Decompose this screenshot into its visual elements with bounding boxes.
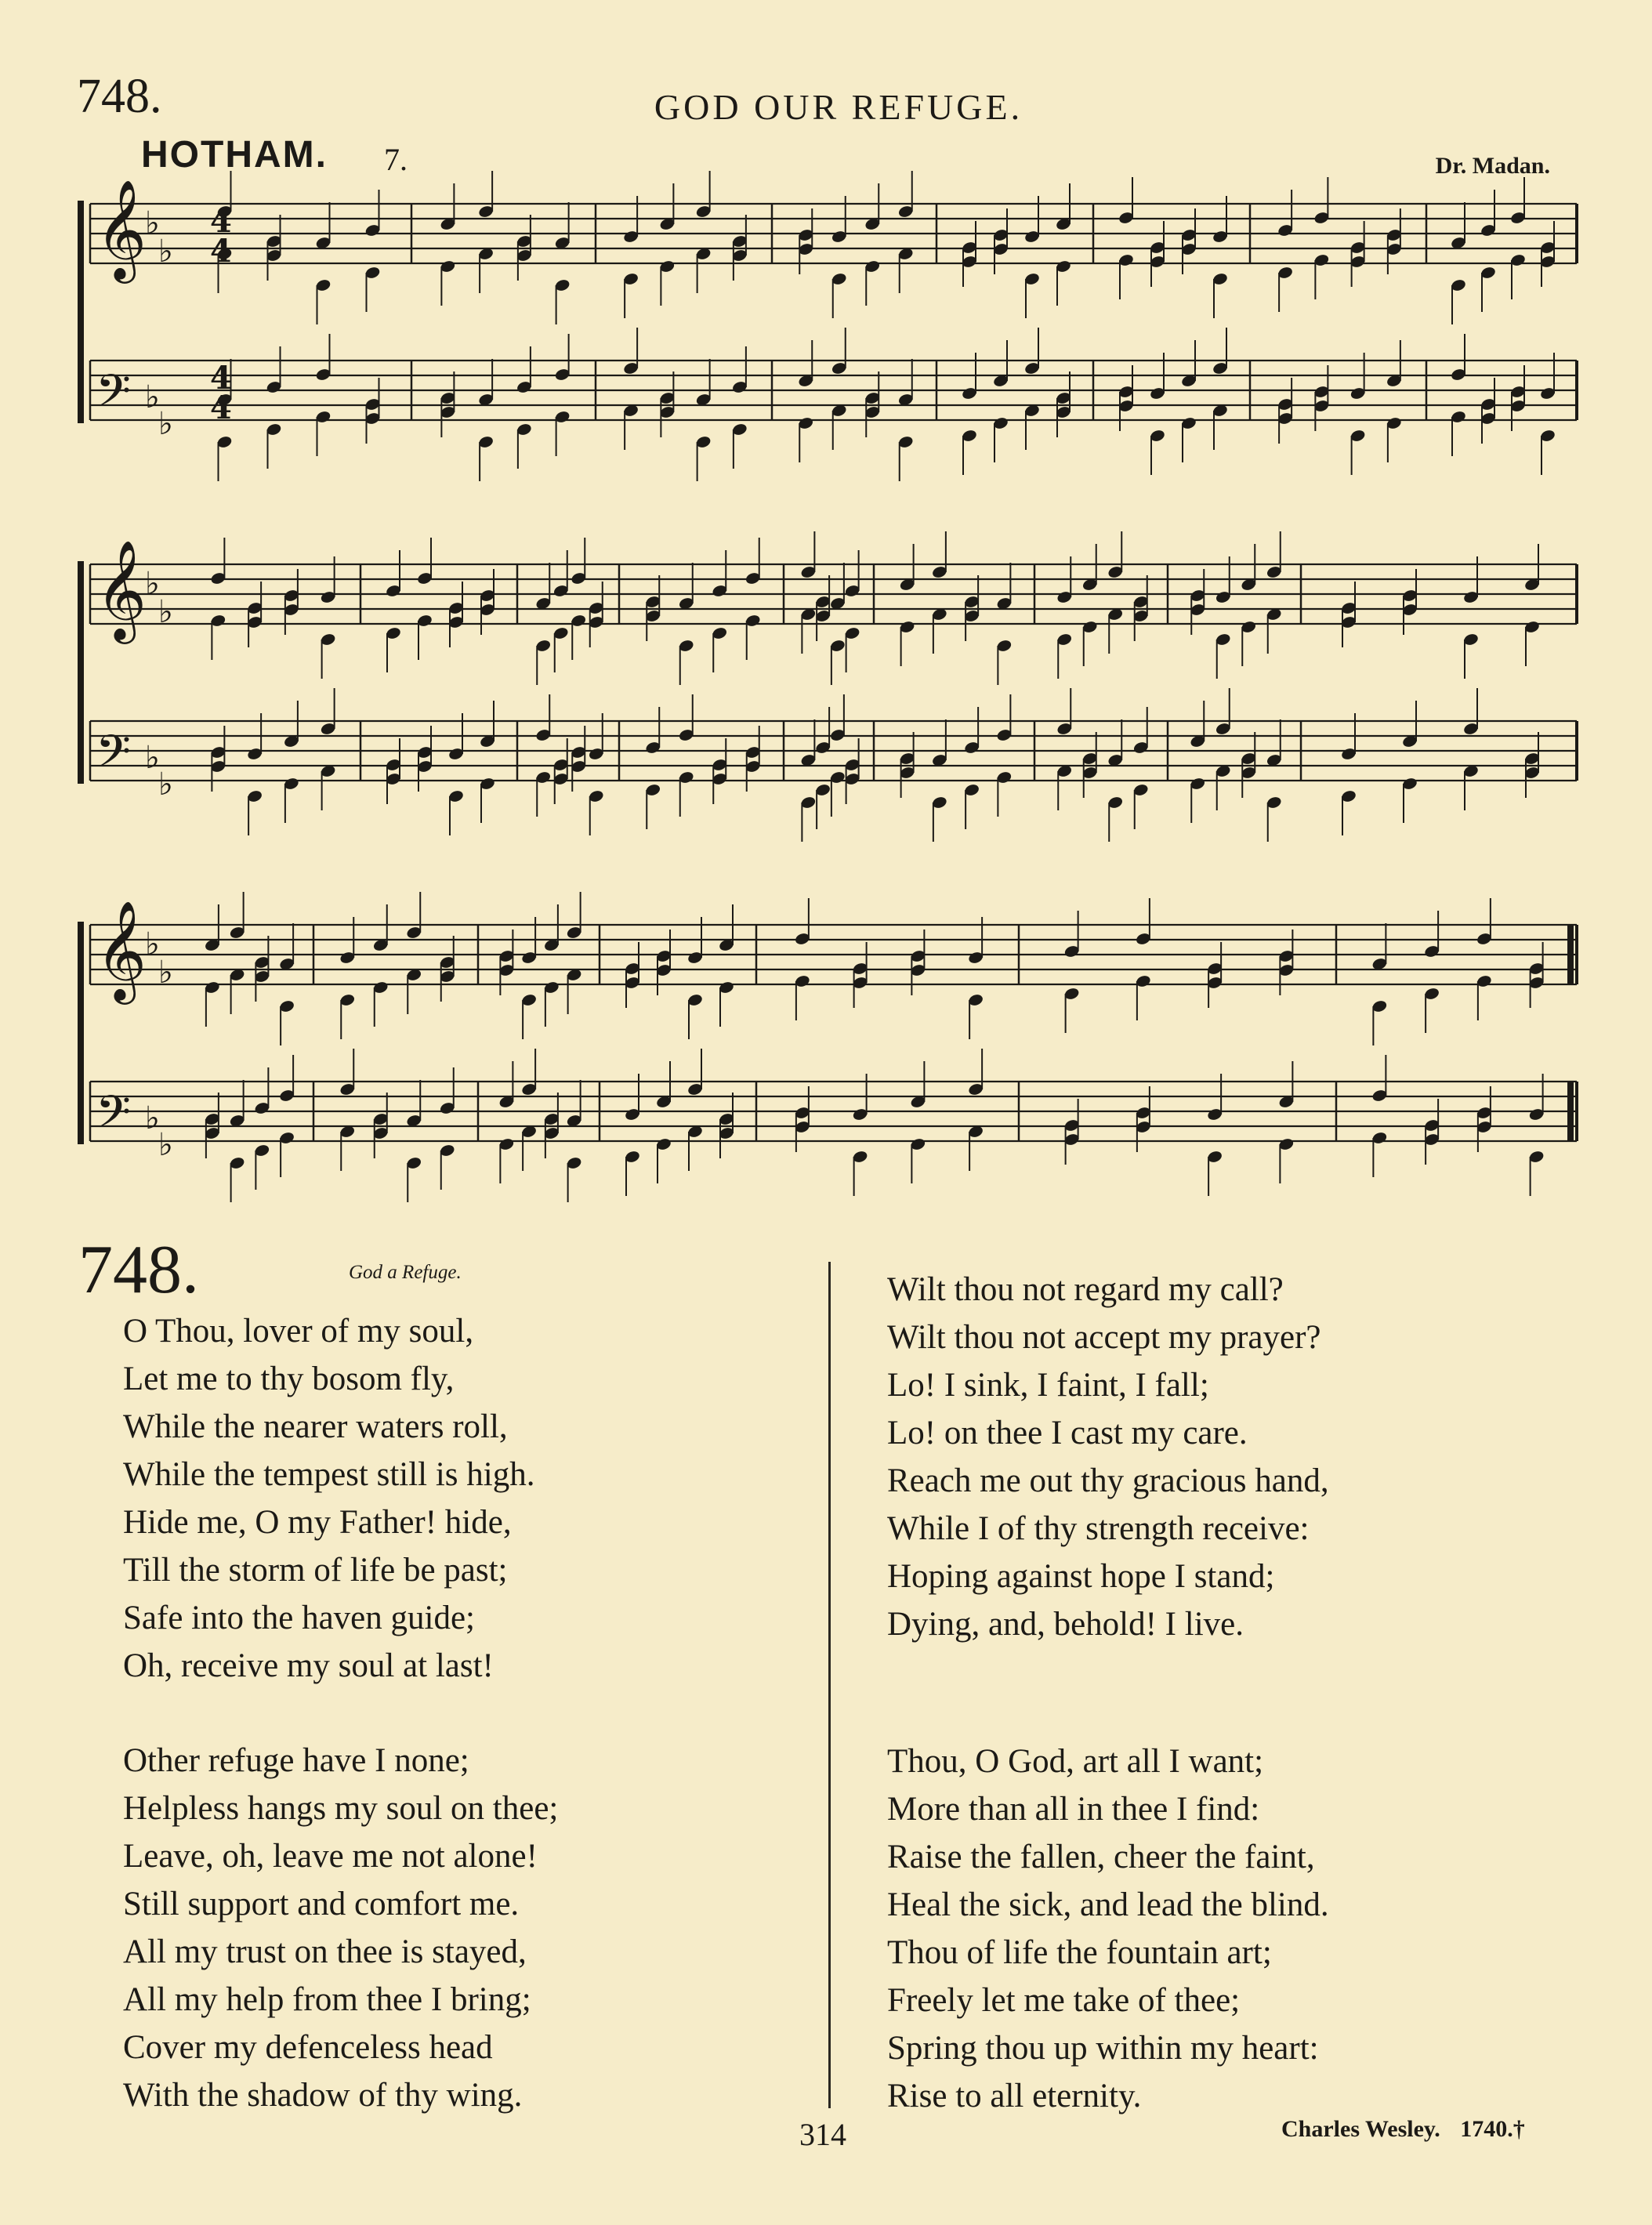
verse-line: Hide me, O my Father! hide, bbox=[123, 1504, 512, 1541]
verse-line: Thou of life the fountain art; bbox=[887, 1934, 1272, 1971]
verse-line: Lo! I sink, I faint, I fall; bbox=[887, 1367, 1209, 1404]
verse-line: Reach me out thy gracious hand, bbox=[887, 1462, 1329, 1499]
flat-sign: ♭ bbox=[145, 1100, 160, 1136]
verse-line: Wilt thou not accept my prayer? bbox=[887, 1319, 1321, 1356]
flat-sign: ♭ bbox=[158, 234, 173, 270]
verse-line: Leave, oh, leave me not alone! bbox=[123, 1838, 538, 1875]
verse-line: Rise to all eternity. bbox=[887, 2078, 1142, 2114]
right-column bbox=[887, 1266, 1577, 2120]
verse-line: Till the storm of life be past; bbox=[123, 1552, 508, 1589]
verse-line: Spring thou up within my heart: bbox=[887, 2030, 1319, 2067]
verse-line: Hoping against hope I stand; bbox=[887, 1558, 1275, 1595]
time-signature: 4 bbox=[210, 233, 232, 270]
flat-sign: ♭ bbox=[158, 406, 173, 442]
verse-line: Oh, receive my soul at last! bbox=[123, 1647, 494, 1684]
verse-line: O Thou, lover of my soul, bbox=[123, 1313, 474, 1350]
flat-sign: ♭ bbox=[145, 205, 160, 241]
treble-clef: 𝄞 bbox=[96, 179, 147, 279]
flat-sign: ♭ bbox=[145, 379, 160, 415]
bass-clef: 𝄢 bbox=[96, 1085, 132, 1150]
verse-line: Raise the fallen, cheer the faint, bbox=[887, 1839, 1315, 1875]
verse-line: All my help from thee I bring; bbox=[123, 1981, 531, 2018]
verse-line: Cover my defenceless head bbox=[123, 2029, 493, 2066]
stanza-1 bbox=[123, 1307, 813, 1690]
bass-clef: 𝄢 bbox=[96, 364, 132, 429]
flat-sign: ♭ bbox=[158, 766, 173, 803]
author-year: 1740.† bbox=[1460, 2116, 1525, 2142]
verse-line: Freely let me take of thee; bbox=[887, 1982, 1241, 2019]
flat-sign: ♭ bbox=[145, 926, 160, 962]
stanza-3 bbox=[887, 1266, 1577, 1648]
flat-sign: ♭ bbox=[158, 1127, 173, 1163]
verse-line: Safe into the haven guide; bbox=[123, 1600, 475, 1636]
tune-name: HOTHAM. bbox=[141, 134, 328, 176]
author-name: Charles Wesley. bbox=[1281, 2116, 1440, 2142]
verse-line: With the shadow of thy wing. bbox=[123, 2077, 523, 2114]
verse-line: All my trust on thee is stayed, bbox=[123, 1933, 527, 1970]
hymn-number: 748. bbox=[77, 70, 162, 123]
verse-line: Lo! on thee I cast my care. bbox=[887, 1415, 1248, 1451]
composer-credit: Dr. Madan. bbox=[1435, 153, 1550, 179]
stanza-2 bbox=[123, 1737, 813, 2119]
flat-sign: ♭ bbox=[158, 955, 173, 991]
verse-line: More than all in thee I find: bbox=[887, 1791, 1260, 1828]
bass-clef: 𝄢 bbox=[96, 725, 132, 789]
flat-sign: ♭ bbox=[158, 594, 173, 630]
treble-clef: 𝄞 bbox=[96, 900, 147, 1000]
author-credit bbox=[1281, 2116, 1525, 2143]
score-systems bbox=[81, 171, 1577, 1202]
column-divider bbox=[828, 1262, 831, 2108]
tune-meter: 7. bbox=[384, 142, 408, 177]
verse-line: Thou, O God, art all I want; bbox=[887, 1743, 1264, 1780]
time-signature: 4 bbox=[210, 360, 232, 397]
verse-line: While the tempest still is high. bbox=[123, 1456, 535, 1493]
flat-sign: ♭ bbox=[145, 566, 160, 602]
time-signature: 4 bbox=[210, 203, 232, 240]
verse-line: Heal the sick, and lead the blind. bbox=[887, 1886, 1329, 1923]
treble-clef: 𝄞 bbox=[96, 539, 147, 640]
final-bar bbox=[1567, 1082, 1574, 1141]
time-signature: 4 bbox=[210, 390, 232, 426]
hymn-subtitle: God a Refuge. bbox=[349, 1262, 462, 1283]
flat-sign: ♭ bbox=[145, 740, 160, 776]
verse-line: While the nearer waters roll, bbox=[123, 1408, 508, 1445]
verse-line: Let me to thy bosom fly, bbox=[123, 1361, 455, 1397]
text-hymn-number: 748. bbox=[78, 1232, 199, 1308]
verse-line: Dying, and, behold! I live. bbox=[887, 1606, 1244, 1643]
page-number: 314 bbox=[799, 2117, 846, 2152]
final-bar bbox=[1567, 925, 1574, 984]
left-column bbox=[123, 1307, 813, 2119]
verse-line: Helpless hangs my soul on thee; bbox=[123, 1790, 559, 1827]
hymn-title: GOD OUR REFUGE. bbox=[654, 87, 1023, 127]
verse-line: Wilt thou not regard my call? bbox=[887, 1271, 1284, 1308]
verse-line: While I of thy strength receive: bbox=[887, 1510, 1310, 1547]
verse-line: Still support and comfort me. bbox=[123, 1886, 520, 1922]
verse-line: Other refuge have I none; bbox=[123, 1742, 469, 1779]
stanza-4 bbox=[887, 1738, 1577, 2120]
